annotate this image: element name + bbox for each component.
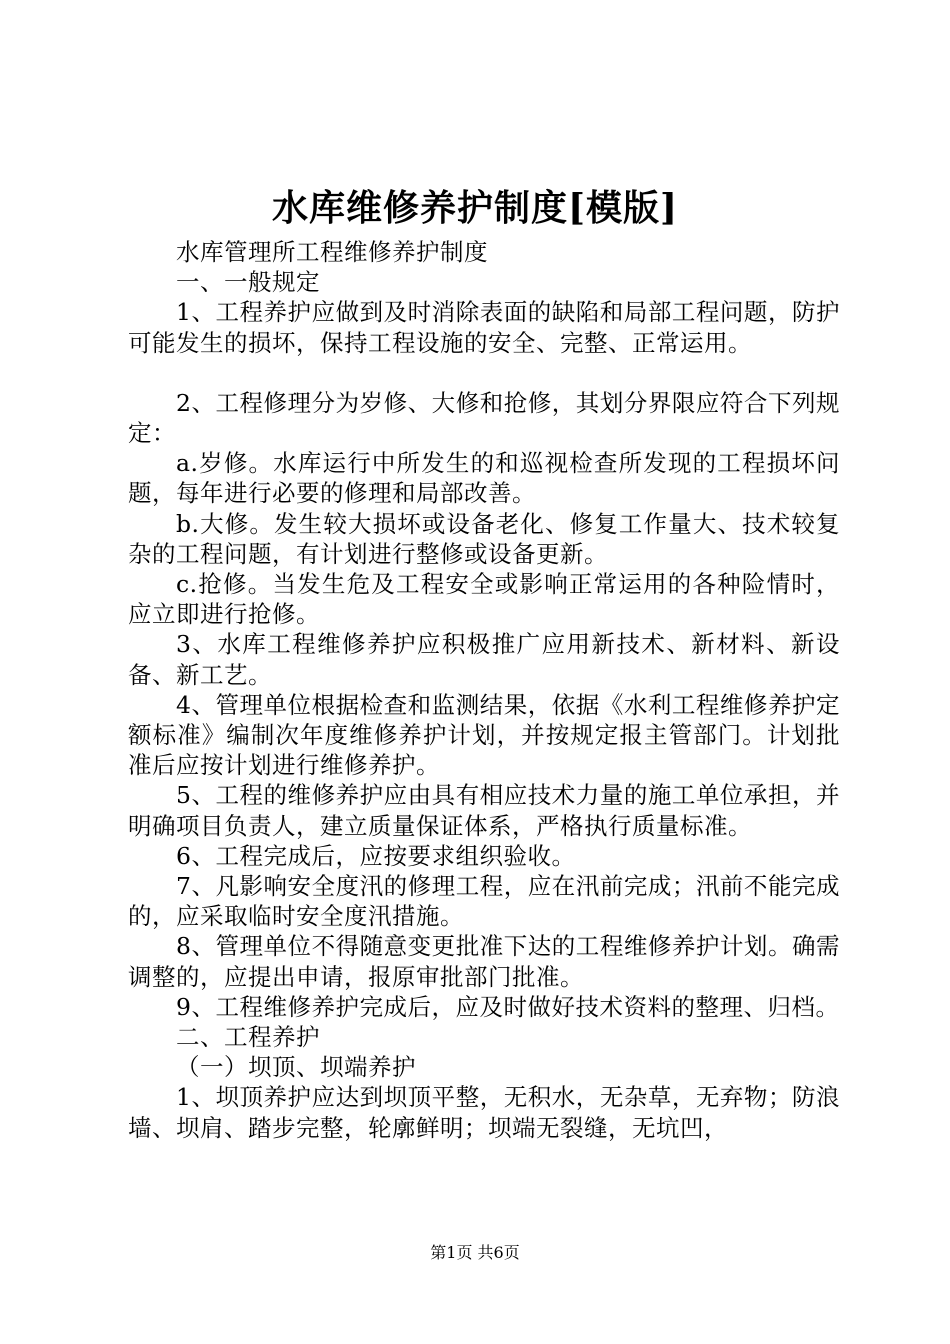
section-heading: 二、工程养护 bbox=[176, 1023, 320, 1052]
document-title: 水库维修养护制度[模版] bbox=[271, 187, 679, 229]
paragraph: 2、工程修理分为岁修、大修和抢修，其划分界限应符合下列规定： bbox=[128, 388, 840, 448]
page-number-footer: 第1页 共6页 bbox=[430, 1243, 520, 1262]
paragraph: 1、坝顶养护应达到坝顶平整，无积水，无杂草，无弃物；防浪墙、坝肩、踏步完整，轮廓鲜明；坝端无裂缝，无坑凹， bbox=[128, 1083, 840, 1142]
paragraph: a.岁修。水库运行中所发生的和巡视检查所发现的工程损坏问题，每年进行必要的修理和局部改善。 bbox=[128, 449, 840, 508]
paragraph: 9、工程维修养护完成后，应及时做好技术资料的整理、归档。 bbox=[176, 992, 840, 1021]
subsection-heading: （一）坝顶、坝端养护 bbox=[176, 1053, 416, 1082]
paragraph: b.大修。发生较大损坏或设备老化、修复工作量大、技术较复杂的工程问题，有计划进行整修或设备更新。 bbox=[128, 509, 840, 568]
paragraph: 8、管理单位不得随意变更批准下达的工程维修养护计划。确需调整的，应提出申请，报原审批部门批准。 bbox=[128, 932, 840, 991]
section-heading: 一、一般规定 bbox=[176, 268, 320, 297]
document-body bbox=[128, 237, 840, 1143]
paragraph: 1、工程养护应做到及时消除表面的缺陷和局部工程问题，防护可能发生的损坏，保持工程设施的安全、完整、正常运用。 bbox=[128, 298, 840, 357]
paragraph: 4、管理单位根据检查和监测结果，依据《水利工程维修养护定额标准》编制次年度维修养护计划，并按规定报主管部门。计划批准后应按计划进行维修养护。 bbox=[128, 690, 840, 780]
paragraph: 5、工程的维修养护应由具有相应技术力量的施工单位承担，并明确项目负责人，建立质量保证体系，严格执行质量标准。 bbox=[128, 781, 840, 840]
paragraph: 3、水库工程维修养护应积极推广应用新技术、新材料、新设备、新工艺。 bbox=[128, 630, 840, 689]
paragraph: 6、工程完成后，应按要求组织验收。 bbox=[176, 841, 576, 870]
paragraph: c.抢修。当发生危及工程安全或影响正常运用的各种险情时，应立即进行抢修。 bbox=[128, 570, 840, 629]
paragraph: 水库管理所工程维修养护制度 bbox=[176, 238, 488, 266]
paragraph: 7、凡影响安全度汛的修理工程，应在汛前完成；汛前不能完成的，应采取临时安全度汛措施。 bbox=[128, 872, 840, 931]
